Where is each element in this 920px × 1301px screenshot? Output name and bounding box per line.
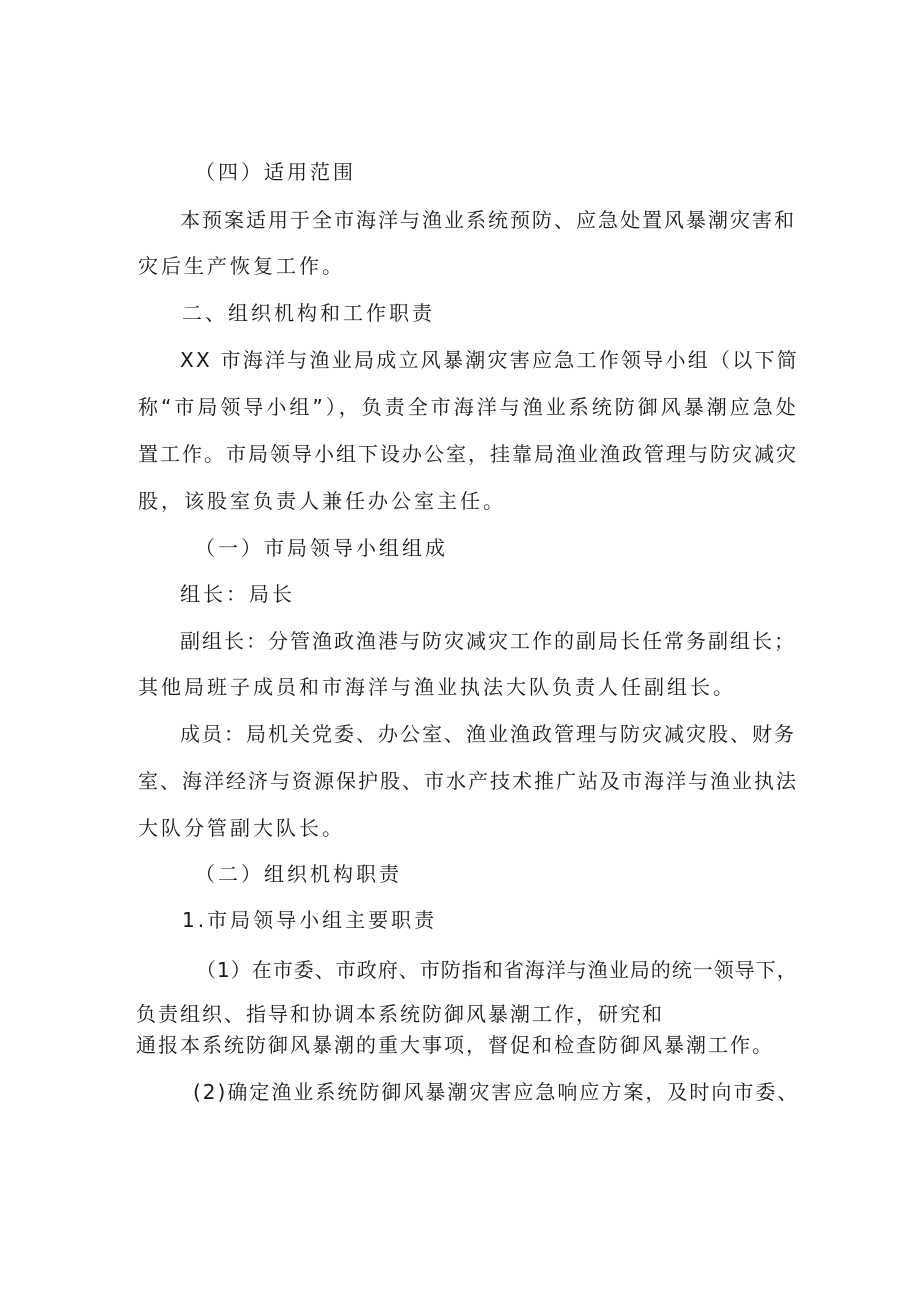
body-line: 股，该股室负责人兼任办公室主任。: [138, 489, 506, 513]
body-line: 本预案适用于全市海洋与渔业系统预防、应急处置风暴潮灾害和: [180, 208, 796, 232]
body-line: 置工作。市局领导小组下设办公室，挂靠局渔业渔政管理与防灾减灾: [138, 442, 798, 466]
subsection-heading: 1.市局领导小组主要职责: [182, 908, 438, 932]
body-line: 室、海洋经济与资源保护股、市水产技术推广站及市海洋与渔业执法: [138, 769, 798, 793]
body-line: （1）在市委、市政府、市防指和省海洋与渔业局的统一领导下，: [196, 958, 798, 982]
body-line: 组长：局长: [180, 582, 295, 606]
body-line: 称“市局领导小组”），负责全市海洋与渔业系统防御风暴潮应急处: [138, 395, 799, 419]
body-line: (2)确定渔业系统防御风暴潮灾害应急响应方案，及时向市委、: [193, 1080, 800, 1104]
body-line: 灾后生产恢复工作。: [138, 254, 345, 278]
chapter-heading-organization: 二、组织机构和工作职责: [182, 301, 435, 325]
section-heading-scope: （四）适用范围: [195, 160, 356, 184]
body-line: 大队分管副大队长。: [138, 816, 345, 840]
section-heading-leadership: （一）市局领导小组组成: [195, 536, 448, 560]
body-line: 负责组织、指导和协调本系统防御风暴潮工作，研究和: [136, 1002, 664, 1026]
body-line: 副组长：分管渔政渔港与防灾减灾工作的副局长任常务副组长；: [180, 629, 796, 653]
body-line: 其他局班子成员和市海洋与渔业执法大队负责人任副组长。: [138, 675, 736, 699]
body-line: 通报本系统防御风暴潮的重大事项，督促和检查防御风暴潮工作。: [136, 1033, 774, 1057]
section-heading-duties: （二）组织机构职责: [195, 862, 402, 886]
body-line: 成员：局机关党委、办公室、渔业渔政管理与防灾减灾股、财务: [180, 722, 796, 746]
body-line: XX 市海洋与渔业局成立风暴潮灾害应急工作领导小组（以下简: [180, 348, 800, 372]
